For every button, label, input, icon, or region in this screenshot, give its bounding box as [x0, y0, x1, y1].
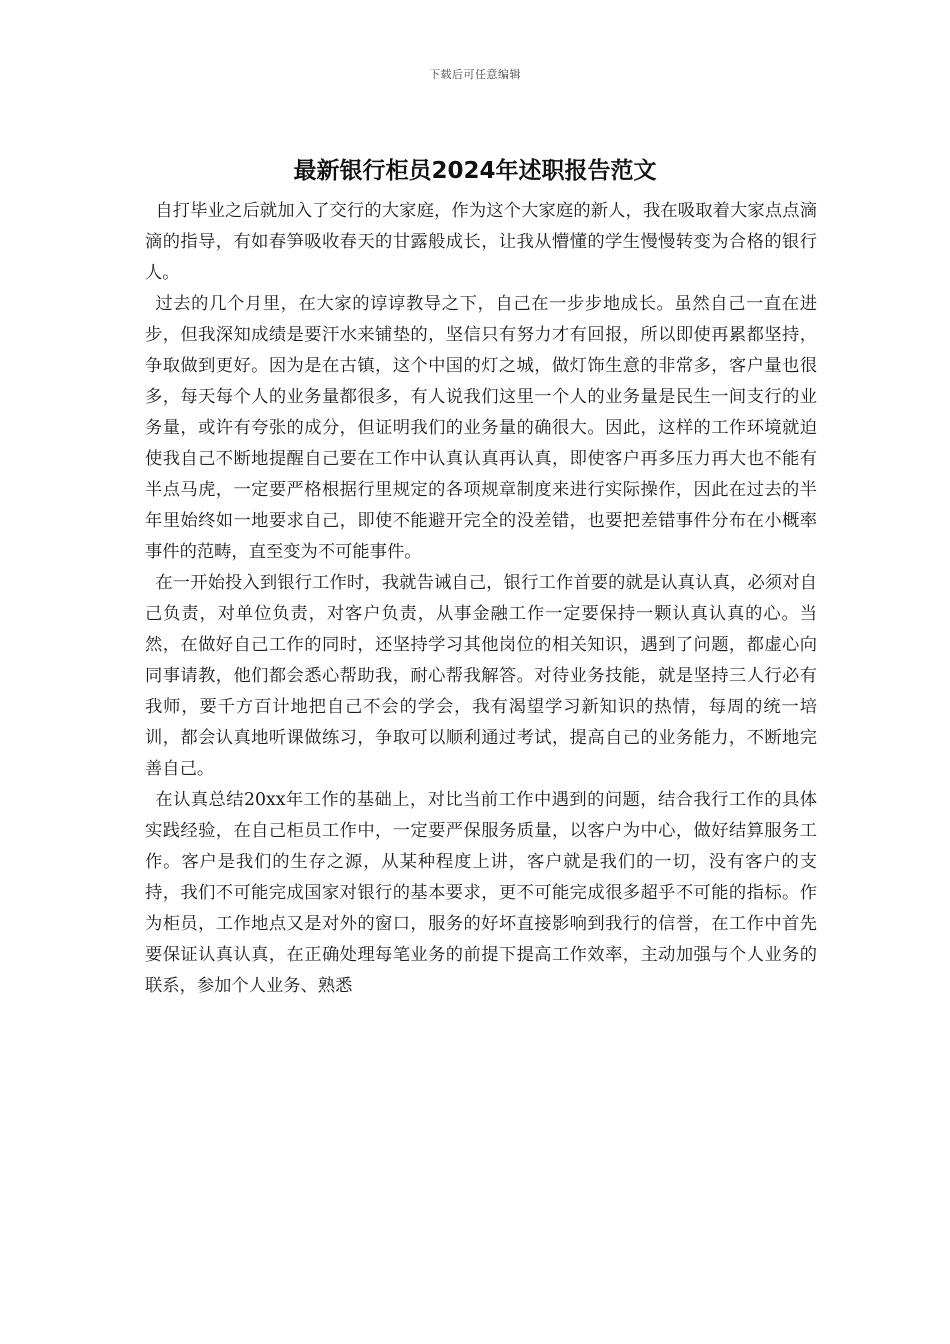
paragraph-2: 过去的几个月里，在大家的谆谆教导之下，自己在一步步地成长。虽然自己一直在进步，但我深知成绩是要汗水来铺垫的，坚信只有努力才有回报，所以即使再累都坚持，争取做到更好。因为是在古镇，这个中国的灯之城，做灯饰生意的非常多，客户量也很多，每天每个人的业务量都很多，有人说我们这里一个人的业务量是民生一间支行的业务量，或许有夸张的成分，但证明我们的业务量的确很大。因此，这样的工作环境就迫使我自己不断地提醒自己要在工作中认真认真再认真，即使客户再多压力再大也不能有半点马虎，一定要严格根据行里规定的各项规章制度来进行实际操作，因此在过去的半年里始终如一地要求自己，即使不能避开完全的没差错，也要把差错事件分布在小概率事件的范畴，直至变为不可能事件。 — [145, 294, 817, 562]
document-title: 最新银行柜员2024年述职报告范文 — [293, 158, 657, 184]
paragraph-1: 自打毕业之后就加入了交行的大家庭，作为这个大家庭的新人，我在吸取着大家点点滴滴的指导，有如春笋吸收春天的甘露般成长，让我从懵懂的学生慢慢转变为合格的银行人。 — [145, 201, 817, 283]
document-body — [145, 196, 817, 1002]
paragraph-3: 在一开始投入到银行工作时，我就告诫自己，银行工作首要的就是认真认真，必须对自己负责，对单位负责，对客户负责，从事金融工作一定要保持一颗认真认真的心。当然，在做好自己工作的同时，还坚持学习其他岗位的相关知识，遇到了问题，都虚心向同事请教，他们都会悉心帮助我，耐心帮我解答。对待业务技能，就是坚持三人行必有我师，要千方百计地把自己不会的学会，我有渴望学习新知识的热情，每周的统一培训，都会认真地听课做练习，争取可以顺利通过考试，提高自己的业务能力，不断地完善自己。 — [145, 573, 817, 779]
paragraph-4: 在认真总结20xx年工作的基础上，对比当前工作中遇到的问题，结合我行工作的具体实践经验，在自己柜员工作中，一定要严保服务质量，以客户为中心，做好结算服务工作。客户是我们的生存之源，从某种程度上讲，客户就是我们的一切，没有客户的支持，我们不可能完成国家对银行的基本要求，更不可能完成很多超乎不可能的指标。作为柜员，工作地点又是对外的窗口，服务的好坏直接影响到我行的信誉，在工作中首先要保证认真认真，在正确处理每笔业务的前提下提高工作效率，主动加强与个人业务的联系，参加个人业务、熟悉 — [145, 790, 817, 996]
header-note: 下载后可任意编辑 — [429, 68, 521, 81]
